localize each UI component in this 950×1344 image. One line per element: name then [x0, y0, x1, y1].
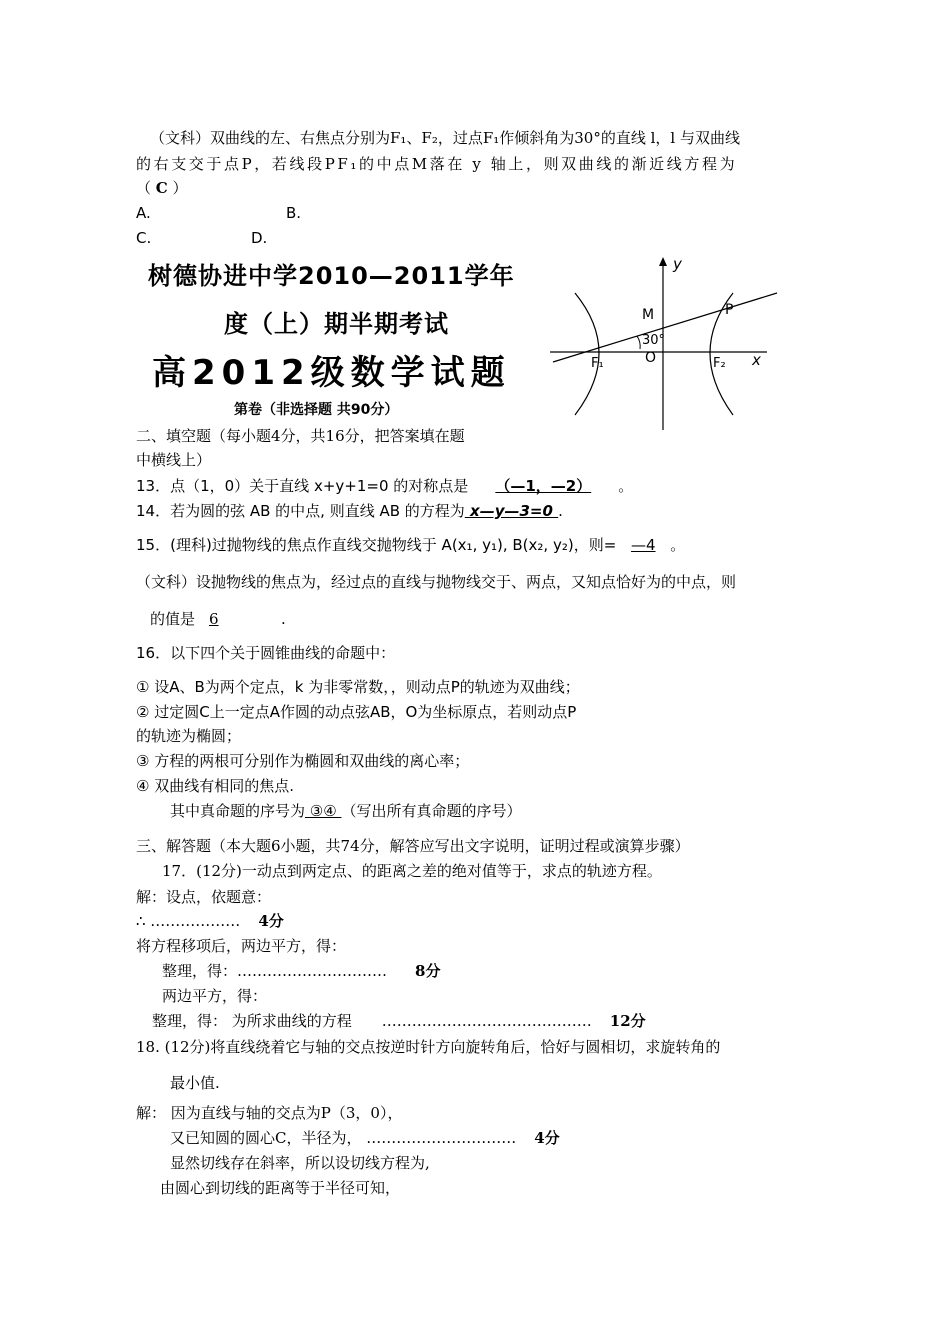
s17-step-3: 将方程移项后，两边平方，得： — [136, 937, 347, 955]
angle-arc — [637, 336, 640, 349]
q17: 17．(12分)一动点到两定点、的距离之差的绝对值等于，求点的轨迹方程。 — [162, 862, 662, 880]
q12-option-c: C. — [136, 229, 152, 247]
q12-option-b: B. — [286, 204, 302, 222]
q16-proposition-3: ③ 方程的两根可分别作为椭圆和双曲线的离心率； — [136, 752, 470, 770]
s18-step-4: 由圆心到切线的距离等于半径可知， — [160, 1179, 401, 1197]
school-title: 树德协进中学2010—2011学年 — [148, 262, 515, 290]
s18-score-4: 4分 — [534, 1129, 560, 1147]
s17-step-5: 两边平方，得： — [162, 987, 268, 1005]
f2-label: F₂ — [713, 356, 726, 371]
q18-line1: 18. (12分)将直线绕着它与轴的交点按逆时针方向旋转角后，恰好与圆相切，求旋转角的 — [136, 1038, 721, 1056]
s18-step-2: 又已知圆的圆心C，半径为， ………………………… 4分 — [170, 1129, 560, 1147]
q13-answer: （—1，—2） — [495, 477, 592, 495]
hyperbola-figure — [545, 255, 780, 435]
q18-line2: 最小值. — [170, 1074, 220, 1092]
q15-answer: —4 — [630, 536, 656, 554]
q12-answer: C — [155, 179, 168, 197]
s17-step-6: 整理，得： 为所求曲线的方程 …………………………………… 12分 — [152, 1012, 646, 1030]
q13: 13．点（1，0）关于直线 x+y+1=0 的对称点是 （—1，—2） 。 — [136, 477, 634, 495]
q12-option-a: A. — [136, 204, 151, 222]
q16-answer: ③④ — [305, 802, 342, 820]
paper-part: 第卷（非选择题 共90分） — [234, 402, 399, 418]
s17-score-12: 12分 — [609, 1012, 646, 1030]
q16-proposition-2a: ② 过定圆C上一定点A作圆的动点弦AB，O为坐标原点，若则动点P — [136, 703, 577, 721]
q14-answer: x—y—3=0 — [464, 502, 559, 520]
exam-title: 高2012级数学试题 — [152, 353, 511, 393]
q16-answer-line: 其中真命题的序号为 ③④ （写出所有真命题的序号） — [170, 802, 522, 820]
section2-heading-1: 二、填空题（每小题4分，共16分，把答案填在题 — [136, 427, 465, 445]
q15-wen-line1: （文科）设抛物线的焦点为，经过点的直线与抛物线交于、两点，又知点恰好为的中点，则 — [136, 573, 737, 591]
q15-wen-answer: 6 — [209, 610, 219, 628]
s17-score-8: 8分 — [415, 962, 441, 980]
q15: 15．(理科)过抛物线的焦点作直线交抛物线于 A(x₁, y₁), B(x₂, y₂)，则= —4 。 — [136, 536, 686, 554]
q16-proposition-4: ④ 双曲线有相同的焦点. — [136, 777, 294, 795]
y-axis-arrow — [659, 257, 667, 266]
angle-label: 30° — [642, 333, 666, 348]
s18-step-3: 显然切线存在斜率，所以设切线方程为, — [170, 1154, 430, 1172]
x-label: x — [752, 351, 761, 369]
q16-proposition-1: ① 设A、B为两个定点，k 为非零常数，，则动点P的轨迹为双曲线； — [136, 678, 580, 696]
q12-line2: 的右支交于点P，若线段PF₁的中点M落在 y 轴上，则双曲线的渐近线方程为 — [136, 155, 738, 173]
f1-label: F₁ — [591, 356, 604, 371]
section3-heading: 三、解答题（本大题6小题，共74分，解答应写出文字说明，证明过程或演算步骤） — [136, 837, 690, 855]
o-label: O — [645, 350, 657, 366]
q16: 16．以下四个关于圆锥曲线的命题中： — [136, 644, 396, 662]
s18-step-1: 解： 因为直线与轴的交点为P（3，0）， — [136, 1104, 403, 1122]
s17-step-1: 解：设点，依题意： — [136, 888, 272, 906]
s17-score-4: 4分 — [258, 912, 284, 930]
q12-line3: （ C ） — [136, 179, 188, 197]
q15-wen-line2: 的值是 6 . — [150, 610, 286, 628]
y-label: y — [673, 255, 682, 273]
s17-step-2: ∴ ……………… 4分 — [136, 912, 284, 930]
p-label: P — [725, 302, 734, 318]
section2-heading-2: 中横线上） — [136, 451, 212, 469]
s17-step-4: 整理，得：………………………… 8分 — [162, 962, 441, 980]
q14: 14．若为圆的弦 AB 的中点, 则直线 AB 的方程为 x—y—3=0 . — [136, 502, 563, 520]
m-label: M — [642, 307, 655, 323]
term-title: 度（上）期半期考试 — [224, 310, 449, 338]
q16-proposition-2b: 的轨迹为椭圆； — [136, 727, 242, 745]
q12-option-d: D. — [251, 229, 268, 247]
q12-line1: （文科）双曲线的左、右焦点分别为F₁、F₂，过点F₁作倾斜角为30°的直线 l，l 与双曲线 — [150, 129, 740, 147]
